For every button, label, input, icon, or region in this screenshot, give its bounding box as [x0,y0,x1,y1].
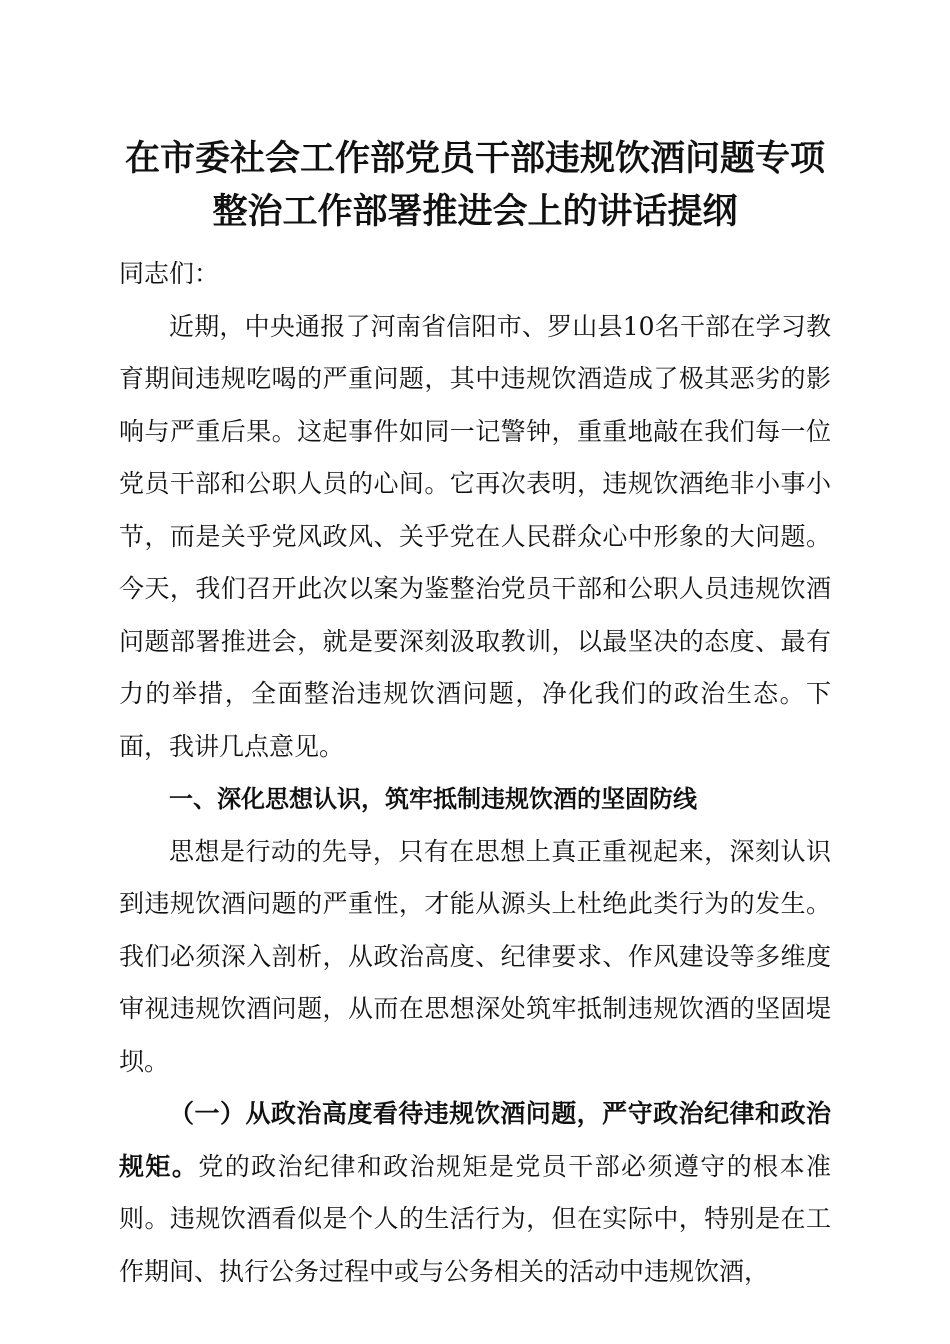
subsection-1-body: 党的政治纪律和政治规矩是党员干部必须遵守的根本准则。违规饮酒看似是个人的生活行为，但在实际中，特别是在工作期间、执行公务过程中或与公务相关的活动中违规饮酒， [119,1151,831,1286]
document-body [119,248,831,1298]
subsection-1-paragraph [119,1088,831,1298]
intro-paragraph: 近期，中央通报了河南省信阳市、罗山县10名干部在学习教育期间违规吃喝的严重问题，其中违规饮酒造成了极其恶劣的影响与严重后果。这起事件如同一记警钟，重重地敲在我们每一位党员干部和公职人员的心间。它再次表明，违规饮酒绝非小事小节，而是关乎党风政风、关乎党在人民群众心中形象的大问题。今天，我们召开此次以案为鉴整治党员干部和公职人员违规饮酒问题部署推进会，就是要深刻汲取教训，以最坚决的态度、最有力的举措，全面整治违规饮酒问题，净化我们的政治生态。下面，我讲几点意见。 [119,311,831,761]
section-1-paragraph: 思想是行动的先导，只有在思想上真正重视起来，深刻认识到违规饮酒问题的严重性，才能从源头上杜绝此类行为的发生。我们必须深入剖析，从政治高度、纪律要求、作风建设等多维度审视违规饮酒问题，从而在思想深处筑牢抵制违规饮酒的坚固堤坝。 [119,836,831,1076]
salutation: 同志们： [119,259,220,288]
title-line-2: 整治工作部署推进会上的讲话提纲 [212,191,738,232]
section-1-heading: 一、深化思想认识，筑牢抵制违规饮酒的坚固防线 [169,785,697,813]
title-line-1: 在市委社会工作部党员干部违规饮酒问题专项 [124,138,825,179]
document-title [100,132,850,238]
subsection-1-heading: （一）从政治高度看待违规饮酒问题，严守政治纪律和政治规矩。 [119,1099,831,1181]
